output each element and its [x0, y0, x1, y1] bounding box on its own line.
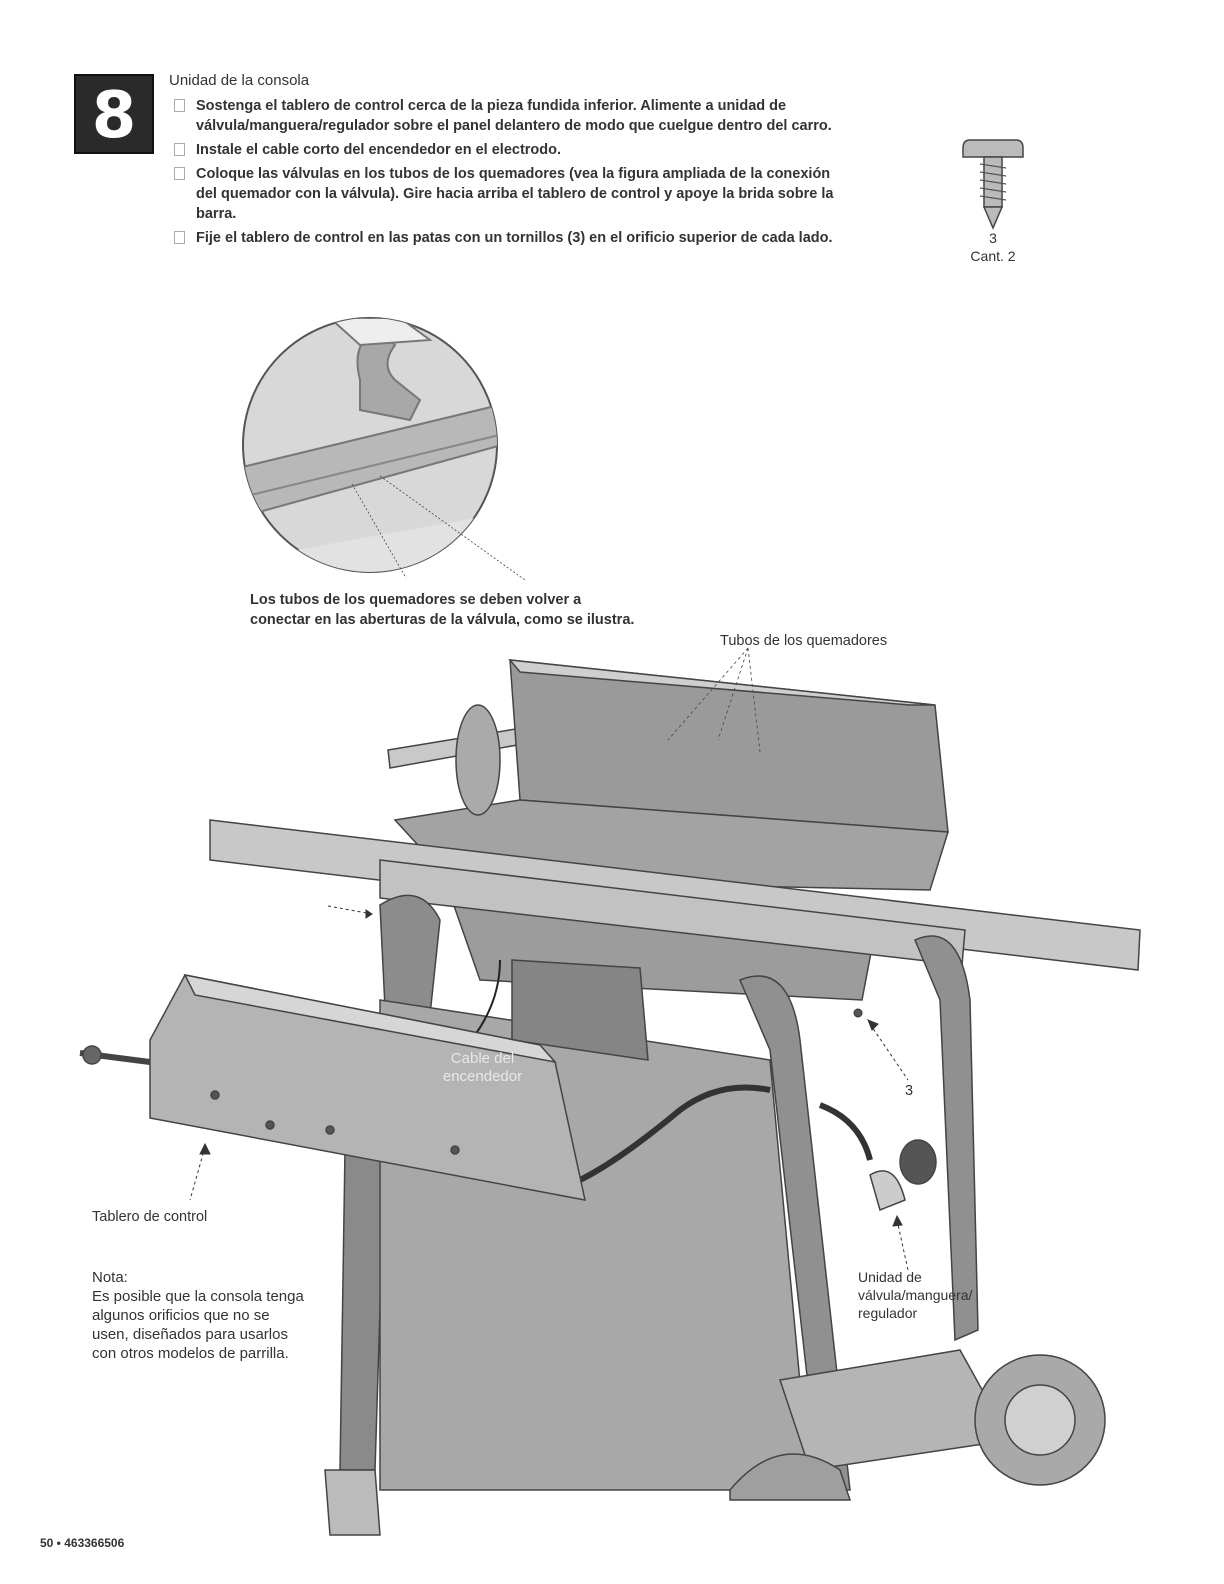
screw-icon — [963, 140, 1023, 228]
note-block — [92, 1268, 304, 1363]
instruction-text: Sostenga el tablero de control cerca de la pieza fundida inferior. Alimente a unidad de válvula/manguera/regulador sobre el panel delantero de modo que cuelgue dentro del carro. — [196, 98, 832, 134]
screw-ref-label: 3 — [905, 1083, 914, 1099]
hardware-number: 3 — [989, 230, 997, 246]
detail-callout — [250, 590, 634, 630]
note-line: Es posible que la consola tenga — [92, 1288, 304, 1305]
note-line: algunos orificios que no se — [92, 1307, 270, 1324]
instruction-text: Instale el cable corto del encendedor en el electrodo. — [196, 142, 562, 158]
igniter-cable-label — [425, 1050, 540, 1086]
note-line: con otros modelos de parrilla. — [92, 1345, 289, 1362]
step-title: Unidad de la consola — [169, 72, 310, 89]
valve-unit-label — [858, 1268, 972, 1322]
valve-unit-line: regulador — [858, 1305, 918, 1321]
page-footer: 50 • 463366506 — [40, 1536, 125, 1550]
note-line: usen, diseñados para usarlos — [92, 1326, 288, 1343]
burner-tubes-label: Tubos de los quemadores — [720, 633, 888, 649]
step-number: 8 — [91, 79, 137, 153]
hardware-quantity: Cant. 2 — [970, 248, 1016, 264]
detail-callout-line: Los tubos de los quemadores se deben volver a — [250, 592, 582, 608]
instruction-text: Coloque las válvulas en los tubos de los quemadores (vea la figura ampliada de la conexión del quemador con la válvula). Gire hacia arriba el tablero de control y apoye la brida sobre la barra. — [196, 166, 834, 222]
instruction-text: Fije el tablero de control en las patas con un tornillos (3) en el orificio superior de cada lado. — [196, 230, 833, 246]
note-title: Nota: — [92, 1269, 128, 1286]
igniter-cable-line: Cable del — [450, 1050, 515, 1067]
valve-unit-line: válvula/manguera/ — [858, 1287, 973, 1303]
detail-callout-line: conectar en las aberturas de la válvula, como se ilustra. — [250, 612, 635, 628]
control-panel-label: Tablero de control — [92, 1209, 208, 1225]
igniter-cable-line: encendedor — [442, 1068, 523, 1085]
grill-cart — [80, 648, 1140, 1535]
detail-magnifier — [230, 318, 525, 580]
valve-unit-line: Unidad de — [858, 1269, 922, 1285]
